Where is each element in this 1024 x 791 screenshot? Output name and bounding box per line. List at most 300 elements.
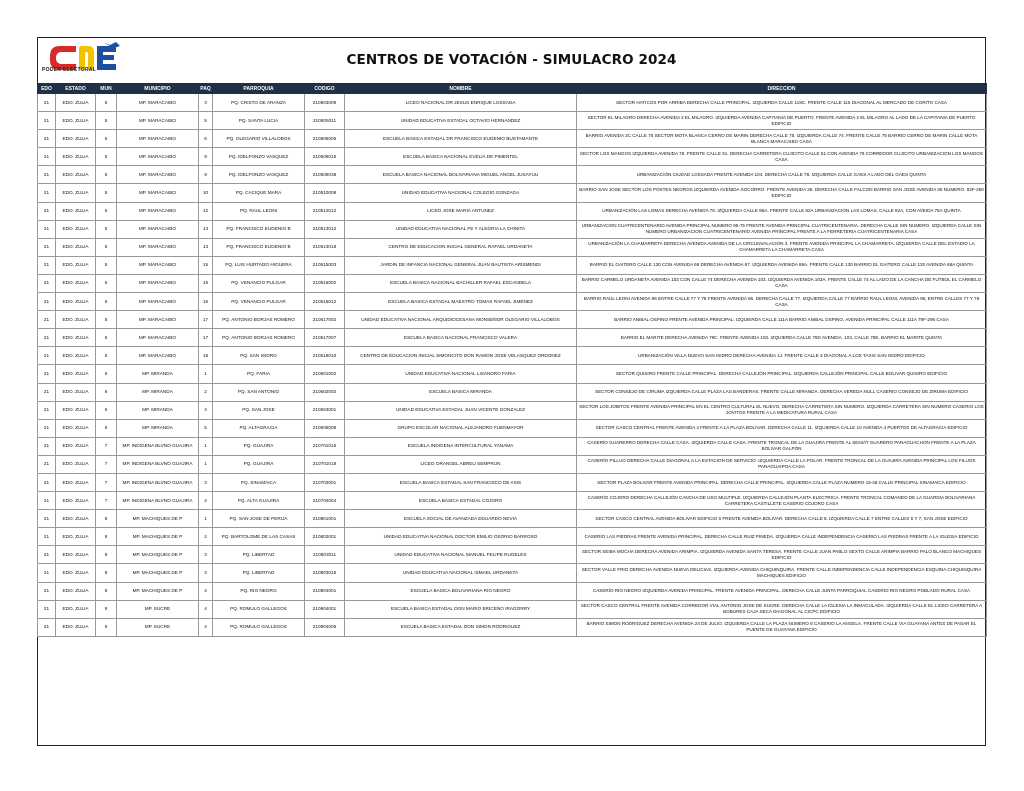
cell-direccion: SECTOR QUISIRO FRENTE CALLE PRINCIPAL. DERECHA CALLEJÓN PRINCIPAL. IZQUIERDA CALLEJÓN PRINCIPAL CALLE BOLIVAR QUISIRO EDIFICIO (577, 365, 987, 383)
cell-estado: EDO. ZULIA (56, 419, 96, 437)
cell-municipio: MP. MACHIQUES DE P (117, 546, 199, 564)
cell-paq: 3 (199, 94, 213, 112)
cell-parroquia: PQ. RAUL LEONI (213, 202, 305, 220)
cell-direccion: URBANIZACIÓN LA CHAMARRETA DERECHA AVENIDA AVENIDA DE LA CIRCUNVALACION 3. FRENTE AVENIDA PRINCIPAL LA CHAMARRETA. IZQUIERDA CALLE DEL ESTADIO LA CHAMARRETA LA CHAMARRETA CASA (577, 238, 987, 256)
column-header-codigo: CODIGO (305, 84, 345, 94)
table-row (38, 582, 987, 600)
cell-codigo: 210803011 (305, 546, 345, 564)
cell-nombre: UNIDAD EDUCATIVA ESTADAL OCTAVIO HERNANDEZ (345, 112, 577, 130)
cell-mun: 7 (96, 455, 117, 473)
cell-codigo: 210510008 (305, 184, 345, 202)
cell-estado: EDO. ZULIA (56, 311, 96, 329)
cell-direccion: SECTOR CASCO CENTRAL FRENTE AVENIDA 4 FRENTE A LA PLAZA BOLIVAR. DERECHA CALLE 11. IZQUIERDA CALLE 10 AVENIDA 4 PUERTOS DE ALTAGRACIA EDIFICIO (577, 419, 987, 437)
cell-codigo: 210602002 (305, 383, 345, 401)
cell-estado: EDO. ZULIA (56, 238, 96, 256)
cell-edo: 21 (38, 166, 56, 184)
cell-codigo: 210704004 (305, 492, 345, 510)
cell-paq: 1 (199, 437, 213, 455)
table-row (38, 546, 987, 564)
cell-paq: 13 (199, 220, 213, 238)
cell-nombre: UNIDAD EDUCATIVA NACIONAL COLEGIO GONZAGA (345, 184, 577, 202)
cell-codigo: 210517007 (305, 329, 345, 347)
cell-paq: 3 (199, 546, 213, 564)
cell-edo: 21 (38, 311, 56, 329)
cell-codigo: 210518010 (305, 347, 345, 365)
cell-edo: 21 (38, 455, 56, 473)
cell-direccion: SECTOR SEIBA MOCHA DERECHA AVENIDA ARIMPIA. IZQUIERDA AVENIDA SANTA TERESA. FRENTE CALLE JUAN PABLO SEXTO CALLE ARIMPIA BARRIO PALO BLANCO MACHIQUES EDIFICIO (577, 546, 987, 564)
cell-municipio: MP. MARACAIBO (117, 347, 199, 365)
cell-codigo: 210512012 (305, 202, 345, 220)
cell-edo: 21 (38, 383, 56, 401)
table-row (38, 148, 987, 166)
cell-estado: EDO. ZULIA (56, 256, 96, 274)
cell-edo: 21 (38, 347, 56, 365)
cell-mun: 5 (96, 311, 117, 329)
cell-municipio: MP. MIRANDA (117, 365, 199, 383)
cell-paq: 18 (199, 347, 213, 365)
cell-paq: 4 (199, 582, 213, 600)
cell-parroquia: PQ. IDELFONZO VASQUEZ (213, 148, 305, 166)
cell-paq: 17 (199, 311, 213, 329)
cell-nombre: UNIDAD EDUCATIVA NACIONAL LISANDRO FARIA (345, 365, 577, 383)
table-row (38, 492, 987, 510)
cell-edo: 21 (38, 94, 56, 112)
cell-parroquia: PQ. ALTAGRACIA (213, 419, 305, 437)
cell-edo: 21 (38, 528, 56, 546)
cell-mun: 6 (96, 383, 117, 401)
cell-estado: EDO. ZULIA (56, 510, 96, 528)
table-row (38, 274, 987, 292)
cell-paq: 9 (199, 166, 213, 184)
cell-nombre: LICEO NACIONAL DR JESUS ENRIQUE LOSSADA (345, 94, 577, 112)
cell-codigo: 210801001 (305, 510, 345, 528)
cell-parroquia: PQ. LIBERTAD (213, 546, 305, 564)
cell-municipio: MP. MARACAIBO (117, 311, 199, 329)
cell-edo: 21 (38, 582, 56, 600)
cell-edo: 21 (38, 473, 56, 491)
cell-nombre: LICEO JOSE MARIA ANTUNEZ (345, 202, 577, 220)
table-row (38, 293, 987, 311)
cell-direccion: SECTOR LOS MANGOS IZQUIERDA AVENIDA 78. FRENTE CALLE 51. DERECHA CARRETERA CUJICITO CALLE 51 CON AVENIDA 78 CORREDOR CUJICITO URBANIZACION LOS MANGOS CASA (577, 148, 987, 166)
cell-parroquia: PQ. ROMULO GALLEGOS (213, 600, 305, 618)
cell-direccion: BARRIO RAUL LEONI AVENIDA 96 ENTRE CALLE 77 Y 78 FRENTE AVENIDA 96. DERECHA CALLE 77. IZQUIERDA CALLE 77 BARRIO RAUL LEONI, AVENIDA 96, ENTRE CALLES 77 Y 78 CASA (577, 293, 987, 311)
table-row (38, 437, 987, 455)
cell-mun: 8 (96, 564, 117, 582)
cell-municipio: MP. MACHIQUES DE P (117, 510, 199, 528)
cell-direccion: URBANIZACION CUATRICENTENARIO AVENIDA PRINCIPAL NUMERO 95-75 FRENTE AVENIDA PRINCIPAL CUATRICENTENARIA. DERECHA CALLE SIN NUMERO. IZQUIERDA CALLE SIN NUMERO URBANIZACION CUATRICENTENARIO AVENIDA PRINCIPAL FRENTE A LA FERRETERIA CUATRICENTENARIA CASA (577, 220, 987, 238)
table-header-row (38, 84, 987, 94)
page-title: CENTROS DE VOTACIÓN - SIMULACRO 2024 (346, 52, 677, 68)
cell-direccion: BARRIO AVENIDA 2C CALLE 75 SECTOR MOTA BLANCA CERRO DE MARIN DERECHA CALLE 76. IZQUIERDA CALLE 74. FRENTE CALLE 75 BARRIO CERRO DE MARIN CALLE MOTA BLANCA MARACAIBO CASA (577, 130, 987, 148)
cell-codigo: 210516002 (305, 274, 345, 292)
cell-parroquia: PQ. ALTA GUAJIRA (213, 492, 305, 510)
cell-edo: 21 (38, 220, 56, 238)
cell-edo: 21 (38, 274, 56, 292)
cell-parroquia: PQ. CRISTO DE ARANZA (213, 94, 305, 112)
cell-estado: EDO. ZULIA (56, 274, 96, 292)
table-row (38, 401, 987, 419)
cell-mun: 8 (96, 510, 117, 528)
cell-direccion: URBANIZACIÓN CIUDAD LOSSADA FRENTE AVENIDA 104. DERECHA CALLE 78. IZQUIERDA CALLE GAES A LADO DEL GAES QUINTA (577, 166, 987, 184)
cell-mun: 5 (96, 202, 117, 220)
table-row (38, 184, 987, 202)
cell-paq: 16 (199, 274, 213, 292)
cell-municipio: MP. MARACAIBO (117, 166, 199, 184)
cell-parroquia: PQ. VENANCIO PULGAR (213, 274, 305, 292)
table-row (38, 311, 987, 329)
cell-estado: EDO. ZULIA (56, 130, 96, 148)
cell-municipio: MP. MARACAIBO (117, 256, 199, 274)
cell-municipio: MP. MIRANDA (117, 383, 199, 401)
cell-mun: 5 (96, 166, 117, 184)
cell-nombre: ESCUELA BASICA MIRANDA (345, 383, 577, 401)
cell-paq: 2 (199, 528, 213, 546)
cell-edo: 21 (38, 365, 56, 383)
cell-direccion: URBANIZACIÓN LAS LOMAS DERECHA AVENIDA 76. IZQUIERDA CALLE 85A. FRENTE CALLE 82A URBANIZACION LAS LOMAS, CALLE 82A, CON AVEIDA 75A QUINTA (577, 202, 987, 220)
cell-codigo: 210701018 (305, 455, 345, 473)
table-row (38, 130, 987, 148)
cell-estado: EDO. ZULIA (56, 618, 96, 636)
cell-edo: 21 (38, 600, 56, 618)
cell-nombre: JARDIN DE INFANCIA NACIONAL GENERAL JUAN BAUTISTA ARISMENDI (345, 256, 577, 274)
table-row (38, 455, 987, 473)
cell-codigo: 210513018 (305, 238, 345, 256)
cell-municipio: MP. SUCRE (117, 618, 199, 636)
cell-mun: 8 (96, 582, 117, 600)
cell-paq: 17 (199, 329, 213, 347)
cell-direccion: SECTOR LOS JOBITOS FRENTE AVENIDA PRINCIPAL EN EL CENTRO CULTURAL EL NUEVO. DERECHA CARRETERA SIN NUMERO. IZQUIERDA CARRETERA SIN NUMERO CASERIO LOS JOVITOS FRENTE A LA MEDICATURA RURAL CASA (577, 401, 987, 419)
cell-estado: EDO. ZULIA (56, 473, 96, 491)
cell-paq: 4 (199, 618, 213, 636)
cell-estado: EDO. ZULIA (56, 582, 96, 600)
cell-paq: 5 (199, 112, 213, 130)
cell-parroquia: PQ. SAN ANTONIO (213, 383, 305, 401)
cell-nombre: UNIDAD EDUCATIVA NACIONAL DOCTOR EMILIO OSORIO BARROSO (345, 528, 577, 546)
cell-paq: 1 (199, 365, 213, 383)
table-row (38, 166, 987, 184)
cell-parroquia: PQ. CACIQUE MARA (213, 184, 305, 202)
cell-municipio: MP. MARACAIBO (117, 293, 199, 311)
cell-municipio: MP. MARACAIBO (117, 329, 199, 347)
cell-paq: 1 (199, 455, 213, 473)
cell-mun: 5 (96, 293, 117, 311)
cell-nombre: ESCUELA BASICA NACIONAL FRANCISCO VALERA (345, 329, 577, 347)
cell-parroquia: PQ. LUIS HURTADO HIGUERA (213, 256, 305, 274)
page-header (38, 38, 985, 85)
cell-paq: 1 (199, 510, 213, 528)
cell-edo: 21 (38, 202, 56, 220)
cell-edo: 21 (38, 510, 56, 528)
cell-municipio: MP. MIRANDA (117, 419, 199, 437)
cell-edo: 21 (38, 184, 56, 202)
cell-direccion: CASERÍO RIO NEGRO IZQUIERDA AVENIDA PRINCIPAL. FRENTE AVENIDA PRINCIPAL. DERECHA CALLE JUNTA PARROQUIAL CASERIO RIO NEGRO POBLADO RURAL CASA (577, 582, 987, 600)
cell-nombre: ESCUELA BASICA ESTADAL DR FRANCISCO EUGENIO BUSTAMANTE (345, 130, 577, 148)
cell-parroquia: PQ. SAN ISIDRO (213, 347, 305, 365)
table-row (38, 220, 987, 238)
cell-mun: 6 (96, 365, 117, 383)
cell-mun: 5 (96, 148, 117, 166)
cell-direccion: BARRIO ANIBAL OSPINO FRENTE AVENIDA PRINCIPAL. IZQUIERDA CALLE 111A BARRIO ANIBAL OSPINO, AVENIDA PRINCIPAL CALLE 111A 79F-295 CASA (577, 311, 987, 329)
cell-mun: 7 (96, 492, 117, 510)
cell-codigo: 210506006 (305, 130, 345, 148)
table-row (38, 510, 987, 528)
cell-direccion: CASERÍO LAS PIEDRAS FRENTE AVENIDA PRINCIPAL. DERECHA CALLE RUIZ PINEDA. IZQUIERDA CALLE INDEPENDENCIA CASERIO LAS PIEDRAS FRENTE A LA IGLESIA EDIFICIO (577, 528, 987, 546)
cell-nombre: ESCUELA BASICA ESTADAL DON MARIO BRICEÑO IRAGORRY (345, 600, 577, 618)
cell-codigo: 210604001 (305, 401, 345, 419)
cell-codigo: 210513012 (305, 220, 345, 238)
cell-direccion: BARRIO EL MARITE DERECHA AVENIDA 79C. FRENTE AVENIDA 103. IZQUIERDA CALLE 79D AVENIDA. 103, CALLE 79E, BARRIO EL MARITE QUINTA (577, 329, 987, 347)
cell-mun: 5 (96, 220, 117, 238)
cell-nombre: UNIDAD EDUCATIVA NACIONAL ARQUIDIOCESANA MONSEÑOR OLEGARIO VILLALOBOS (345, 311, 577, 329)
cell-estado: EDO. ZULIA (56, 148, 96, 166)
cell-nombre: ESCUELA SOCIAL DE AVANZADA EDUARDO NEVIA (345, 510, 577, 528)
table-row (38, 112, 987, 130)
cell-parroquia: PQ. IDELFONZO VASQUEZ (213, 166, 305, 184)
cell-nombre: ESCUELA INDIGENA INTERCULTURAL YANAMA (345, 437, 577, 455)
cell-parroquia: PQ. LIBERTAD (213, 564, 305, 582)
cell-codigo: 210802001 (305, 528, 345, 546)
cell-nombre: UNIDAD EDUCATIVA NACIONAL ISMAEL URDANETA (345, 564, 577, 582)
cell-paq: 4 (199, 492, 213, 510)
cell-edo: 21 (38, 238, 56, 256)
cell-nombre: ESCUELA BASICA ESTADAL DON SIMON RODRIGUEZ (345, 618, 577, 636)
cell-parroquia: PQ. SAN JOSE DE PERIJA (213, 510, 305, 528)
column-header-paq: PAQ (200, 85, 211, 92)
cell-direccion: CASERÍO PILLUO DERECHA CALLE DIAGONAL A LA ESTACION DE SERVICIO. IZQUIERDA CALLE LA POLAR. FRENTE TRONCAL DE LA GUAJIRA AVENIDA PRINCIPAL LOS FILUOS PARAGUAIPOA CASA (577, 455, 987, 473)
cell-municipio: MP. MACHIQUES DE P (117, 582, 199, 600)
cell-mun: 5 (96, 347, 117, 365)
cell-parroquia: PQ. SINAMAICA (213, 473, 305, 491)
cell-nombre: UNIDAD EDUCATIVA NACIONAL MANUEL FELIPE RUGELES (345, 546, 577, 564)
cell-codigo: 210509015 (305, 148, 345, 166)
cell-mun: 5 (96, 112, 117, 130)
cell-nombre: CENTRO DE EDUCACION INICIAL GENERAL RAFAEL URDANETA (345, 238, 577, 256)
cell-estado: EDO. ZULIA (56, 347, 96, 365)
cell-codigo: 210605008 (305, 419, 345, 437)
cell-municipio: MP. MARACAIBO (117, 130, 199, 148)
cell-parroquia: PQ. RIO NEGRO (213, 582, 305, 600)
cell-paq: 13 (199, 238, 213, 256)
cell-nombre: UNIDAD EDUCATIVA ESTADAL JUAN VICENTE GONZALEZ (345, 401, 577, 419)
cell-edo: 21 (38, 419, 56, 437)
cell-direccion: SECTOR CASCO CENTRAL AVENIDA BOLIVAR EDIFICIO 6 FRENTE AVENIDA BOLIVAR. DERECHA CALLE 8. IZQUIERDA CALLE 7 ENTRE CALLES 6 Y 7, SAN JOSE EDIFICIO (577, 510, 987, 528)
cell-codigo: 210703001 (305, 473, 345, 491)
cell-direccion: SECTOR CASCO CENTRAL FRENTE AVENIDA CORREDOR VIAL ANTONIO JOSE DE SUCRE. DERECHA CALLE LA IGLESIA LA INMACULADA. IZQUIERDA CALLE EL LICEO CARRETERA A BOBURES CAJA SECA DIAGONAL AL CICPC EDIFICIO (577, 600, 987, 618)
cell-mun: 5 (96, 256, 117, 274)
cell-paq: 3 (199, 564, 213, 582)
cell-estado: EDO. ZULIA (56, 546, 96, 564)
cell-mun: 9 (96, 600, 117, 618)
cell-estado: EDO. ZULIA (56, 220, 96, 238)
column-header-mun: MUN (96, 84, 117, 94)
cell-edo: 21 (38, 130, 56, 148)
cell-direccion: URBANIZACIÓN VILLA NUEVO SAN ISIDRO DERECHA AVENIDA 1J. FRENTE CALLE 3 DIAGONAL A LOS TAXIS SAN ISIDRO EDIFICIO (577, 347, 987, 365)
cell-paq: 3 (199, 473, 213, 491)
cell-estado: EDO. ZULIA (56, 94, 96, 112)
cell-paq: 4 (199, 401, 213, 419)
cell-codigo: 210516012 (305, 293, 345, 311)
cell-paq: 12 (199, 202, 213, 220)
table-row (38, 238, 987, 256)
cell-municipio: MP. MARACAIBO (117, 94, 199, 112)
cell-estado: EDO. ZULIA (56, 112, 96, 130)
cell-estado: EDO. ZULIA (56, 365, 96, 383)
cell-municipio: MP. SUCRE (117, 600, 199, 618)
cell-municipio: MP. MARACAIBO (117, 184, 199, 202)
cell-municipio: MP. MARACAIBO (117, 202, 199, 220)
cell-estado: EDO. ZULIA (56, 492, 96, 510)
cell-parroquia: PQ. BARTOLOME DE LAS CASAS (213, 528, 305, 546)
cell-codigo: 210904001 (305, 600, 345, 618)
cell-codigo: 210503009 (305, 94, 345, 112)
cell-paq: 10 (199, 184, 213, 202)
cell-estado: EDO. ZULIA (56, 293, 96, 311)
cell-mun: 9 (96, 618, 117, 636)
cell-paq: 6 (199, 130, 213, 148)
cell-mun: 5 (96, 238, 117, 256)
cell-paq: 2 (199, 383, 213, 401)
cell-direccion: BARRIO CARMELO URDANETA AVENIDA 103 CON CALLE 74 DERECHA AVENIDA 103. IZQUIERDA AVENIDA 103A. FRENTE CALLE 74 AL LADO DE LA CANCHA DE FUTBOL EL CARMELO CASA (577, 274, 987, 292)
cell-nombre: ESCUELA BASICA ESTADAL COJORO (345, 492, 577, 510)
cell-parroquia: PQ. GUAJIRA (213, 455, 305, 473)
table-row (38, 618, 987, 636)
cell-nombre: ESCUELA BASICA NACIONAL BOLIVARIANA MIGUEL ANGEL JUSAYUU (345, 166, 577, 184)
cell-estado: EDO. ZULIA (56, 600, 96, 618)
cell-codigo: 210509038 (305, 166, 345, 184)
cell-estado: EDO. ZULIA (56, 528, 96, 546)
cell-codigo: 210505011 (305, 112, 345, 130)
table-row (38, 564, 987, 582)
cell-estado: EDO. ZULIA (56, 184, 96, 202)
cell-municipio: MP. MARACAIBO (117, 148, 199, 166)
cell-direccion: SECTOR EL MILAGRO DERECHA AVENIDA 2 EL MILAGRO. IZQUIERDA AVENIDA CAPITANIA DE PUERTO. FRENTE AVENIDA 2 EL MILAGRO AL LADO DE LA CAPITANIA DE PUERTO EDIFICIO (577, 112, 987, 130)
table-row (38, 528, 987, 546)
cell-edo: 21 (38, 112, 56, 130)
cell-municipio: MP. INDIGENA BLVNO GUAJIRA (117, 455, 199, 473)
cell-parroquia: PQ. FRANCISCO EUGENIO B (213, 238, 305, 256)
cell-codigo: 210904005 (305, 618, 345, 636)
table-row (38, 94, 987, 112)
cell-estado: EDO. ZULIA (56, 455, 96, 473)
table-row (38, 600, 987, 618)
cell-nombre: ESCUELA BASICA ESTADAL MAESTRO TOMAS RAFAEL JIMENEZ (345, 293, 577, 311)
cell-municipio: MP. MARACAIBO (117, 112, 199, 130)
cell-edo: 21 (38, 329, 56, 347)
cell-codigo: 210515003 (305, 256, 345, 274)
cell-mun: 5 (96, 130, 117, 148)
cell-nombre: ESCUELA BASICA NACIONAL BACHILLER RAFAEL ESCANDELA (345, 274, 577, 292)
cell-edo: 21 (38, 492, 56, 510)
cell-municipio: MP. INDIGENA BLVNO GUAJIRA (117, 492, 199, 510)
cell-mun: 5 (96, 329, 117, 347)
cell-direccion: BARRIO EL GAITERO CALLE 130 CON AVENIDA 68 DERECHA AVENIDA 67. IZQUIERDA AVENIDA 68A. FRENTE CALLE 130 BARRIO EL GAITERO CALLE 130 AVENIDA 68A QUINTA (577, 256, 987, 274)
cell-parroquia: PQ. VENANCIO PULGAR (213, 293, 305, 311)
cell-estado: EDO. ZULIA (56, 401, 96, 419)
cell-edo: 21 (38, 148, 56, 166)
cell-direccion: SECTOR PLAZA BOLIVAR FRENTE AVENIDA PRINCIPAL. DERECHA CALLE PRINCIPAL. IZQUIERDA CALLE PLAZA NUMERO 16-48 CALLE PRINCIPAL SINAMAICA EDIFICIO (577, 473, 987, 491)
cell-direccion: SECTOR HATICOS POR ARRIBA DERECHA CALLE PRINCIPAL. IZQUIERDA CALLE 119C. FRENTE CALLE 115 DIAGONAL AL MERCADO DE CORITO CASA (577, 94, 987, 112)
table-row (38, 202, 987, 220)
cell-paq: 5 (199, 419, 213, 437)
cell-municipio: MP. INDIGENA BLVNO GUAJIRA (117, 473, 199, 491)
cell-codigo: 210701015 (305, 437, 345, 455)
cell-edo: 21 (38, 546, 56, 564)
cell-municipio: MP. MIRANDA (117, 401, 199, 419)
cell-direccion: CASERÍO GUARERRO DERECHA CALLE CASA. IZQUIERDA CALLE CASA. FRENTE TRONCAL DE LA GUAJIRA FRENTE AL SENIAT GUARERO PARAGUACHON FRENTE A LA PLAZA BOLIVAR GALPÓN (577, 437, 987, 455)
cell-estado: EDO. ZULIA (56, 564, 96, 582)
cell-paq: 9 (199, 148, 213, 166)
logo-subtext: PODER ELECTORAL (42, 67, 97, 73)
column-header-estado: ESTADO (56, 84, 96, 94)
cell-municipio: MP. MACHIQUES DE P (117, 528, 199, 546)
cell-mun: 6 (96, 401, 117, 419)
cell-estado: EDO. ZULIA (56, 166, 96, 184)
cell-nombre: ESCUELA BASICA ESTADAL SAN FRANCISCO DE ASIS (345, 473, 577, 491)
cell-codigo: 210601002 (305, 365, 345, 383)
column-header-direccion: DIRECCION (577, 84, 987, 94)
cell-mun: 5 (96, 184, 117, 202)
cell-municipio: MP. MARACAIBO (117, 238, 199, 256)
cell-estado: EDO. ZULIA (56, 329, 96, 347)
cell-direccion: BARRIO SIMON RODRIGUEZ DERECHA AVENIDA 24 DE JULIO. IZQUIERDA CALLE LA PLAZA NUMERO 8 CASERIO LA ANGELA. FRENTE CALLE VIA GUAYANA ANTES DE PASAR EL PUENTE DE GUAYANA EDIFICIO (577, 618, 987, 636)
cell-edo: 21 (38, 293, 56, 311)
table-row (38, 347, 987, 365)
column-header-edo: EDO (38, 84, 56, 94)
document-sheet (37, 37, 986, 746)
table-row (38, 365, 987, 383)
cell-mun: 7 (96, 437, 117, 455)
cell-parroquia: PQ. SAN JOSE (213, 401, 305, 419)
cell-direccion: CASERÍO COJORO DERECHA CALLEJÓN CANCHA DE USO MULTIPLE. IZQUIERDA CALLEJÓN PLANTA ELECTRICA. FRENTE TRONCAL COMANDO DE LA GUARDIA BOLIVARIANA CARRETERA CASTILLETE CASERIO COJORO CASA (577, 492, 987, 510)
cell-mun: 8 (96, 546, 117, 564)
cell-mun: 5 (96, 94, 117, 112)
cell-parroquia: PQ. FARIA (213, 365, 305, 383)
cell-parroquia: PQ. FRANCISCO EUGENIO B (213, 220, 305, 238)
cell-edo: 21 (38, 564, 56, 582)
table-row (38, 473, 987, 491)
cell-estado: EDO. ZULIA (56, 202, 96, 220)
cell-paq: 16 (199, 293, 213, 311)
voting-centers-table (37, 83, 987, 637)
cell-paq: 4 (199, 600, 213, 618)
cell-edo: 21 (38, 256, 56, 274)
cell-mun: 5 (96, 274, 117, 292)
cell-nombre: ESCUELA BASICA NACIONAL EVELIA DE PIMENTEL (345, 148, 577, 166)
cell-parroquia: PQ. ANTONIO BORJAS ROMERO (213, 311, 305, 329)
cell-parroquia: PQ. SANTA LUCIA (213, 112, 305, 130)
cell-direccion: SECTOR CONSEJO DE CIRUMA IZQUIERDA CALLE PLAZA LAS BANDERAS. FRENTE CALLE MIRANDA. DERECHA VEREDA NULL CASERIO CONSEJO DE ZIRUMA EDIFICIO (577, 383, 987, 401)
cell-parroquia: PQ. OLEGARIO VILLALOBOS (213, 130, 305, 148)
cell-codigo: 210803015 (305, 564, 345, 582)
cell-nombre: CENTRO DE EDUCACION INICIAL SIMONCITO DON RAMON JOSE VELASQUEZ ORDONEZ (345, 347, 577, 365)
cell-parroquia: PQ. ANTONIO BORJAS ROMERO (213, 329, 305, 347)
column-header-municipio: MUNICIPIO (117, 84, 199, 94)
cell-estado: EDO. ZULIA (56, 437, 96, 455)
cell-municipio: MP. MARACAIBO (117, 220, 199, 238)
table-body (38, 94, 987, 637)
cell-municipio: MP. MACHIQUES DE P (117, 564, 199, 582)
column-header-parroquia: PARROQUIA (213, 84, 305, 94)
cell-nombre: GRUPO ESCOLAR NACIONAL ALEJANDRO FUENMAYOR (345, 419, 577, 437)
cell-parroquia: PQ. ROMULO GALLEGOS (213, 618, 305, 636)
table-row (38, 256, 987, 274)
table-row (38, 383, 987, 401)
cell-nombre: LICEO ORANGEL ABREU SEMPRUN (345, 455, 577, 473)
column-header-nombre: NOMBRE (345, 84, 577, 94)
cell-codigo: 210517002 (305, 311, 345, 329)
cell-codigo: 210804001 (305, 582, 345, 600)
cell-parroquia: PQ. GUAJIRA (213, 437, 305, 455)
